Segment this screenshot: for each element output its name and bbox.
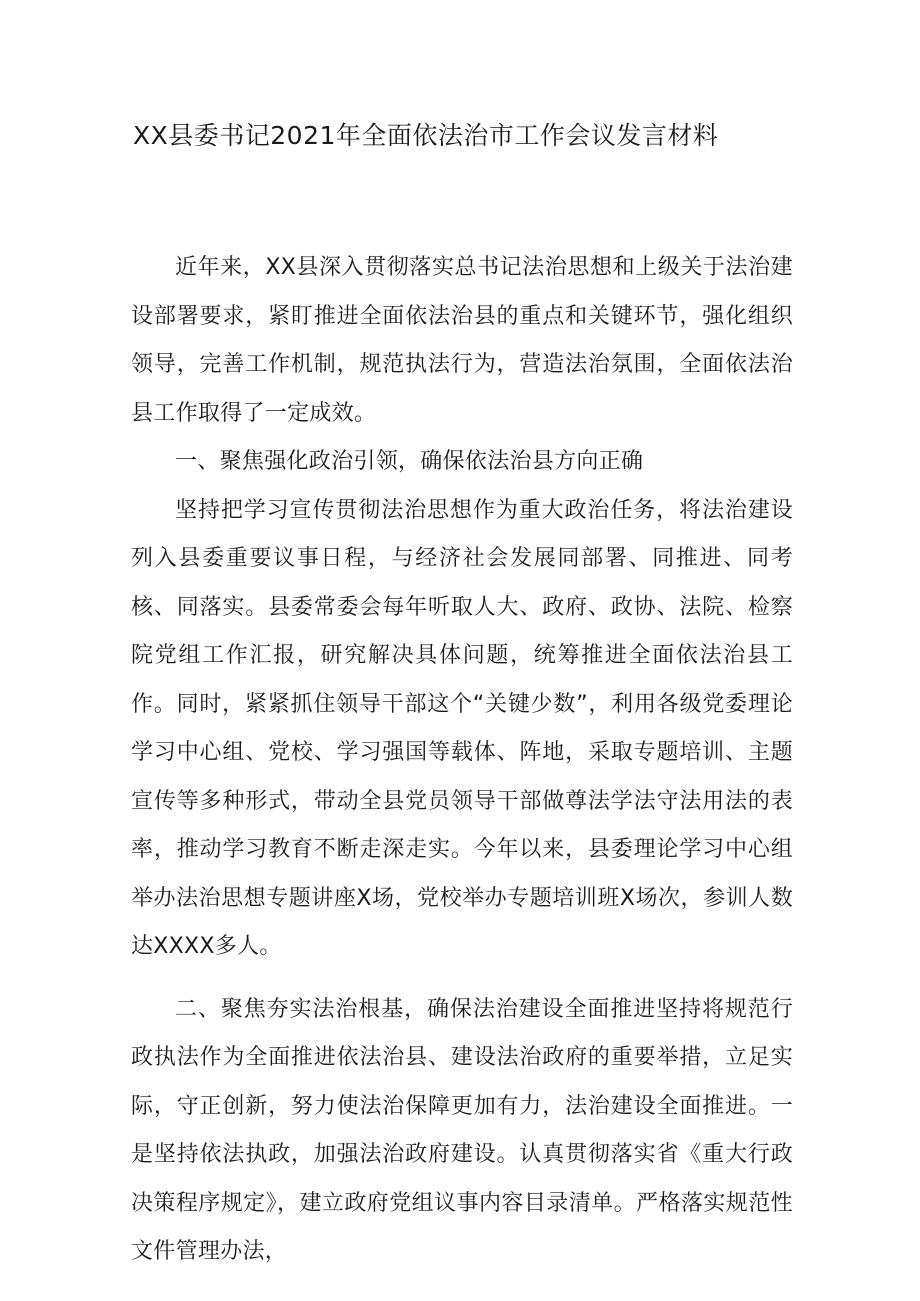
document-body [131, 244, 793, 1277]
section-heading-1: 一、聚焦强化政治引领，确保依法治县方向正确 [175, 449, 644, 474]
paragraph-section-2: 二、聚焦夯实法治根基，确保法治建设全面推进坚持将规范行政执法作为全面推进依法治县、建设法治政府的重要举措，立足实际，守正创新，努力使法治保障更加有力，法治建设全面推进。一是坚持依法执政，加强法治政府建设。认真贯彻落实省《重大行政决策程序规定》，建立政府党组议事内容目录清单。严格落实规范性文件管理办法， [131, 996, 793, 1264]
paragraph-intro: 近年来，XX县深入贯彻落实总书记法治思想和上级关于法治建设部署要求，紧盯推进全面依法治县的重点和关键环节，强化组织领导，完善工作机制，规范执法行为，营造法治氛围，全面依法治县工作取得了一定成效。 [131, 255, 793, 426]
paragraph-section-1: 坚持把学习宣传贯彻法治思想作为重大政治任务，将法治建设列入县委重要议事日程，与经济社会发展同部署、同推进、同考核、同落实。县委常委会每年听取人大、政府、政协、法院、检察院党组工作汇报，研究解决具体问题，统筹推进全面依法治县工作。同时，紧紧抓住领导干部这个“关键少数”，利用各级党委理论学习中心组、党校、学习强国等载体、阵地，采取专题培训、主题宣传等多种形式，带动全县党员领导干部做尊法学法守法用法的表率，推动学习教育不断走深走实。今年以来，县委理论学习中心组举办法治思想专题讲座X场，党校举办专题培训班X场次，参训人数达XXXX多人。 [131, 497, 793, 959]
document-title: XX县委书记2021年全面依法治市工作会议发言材料 [133, 121, 719, 150]
